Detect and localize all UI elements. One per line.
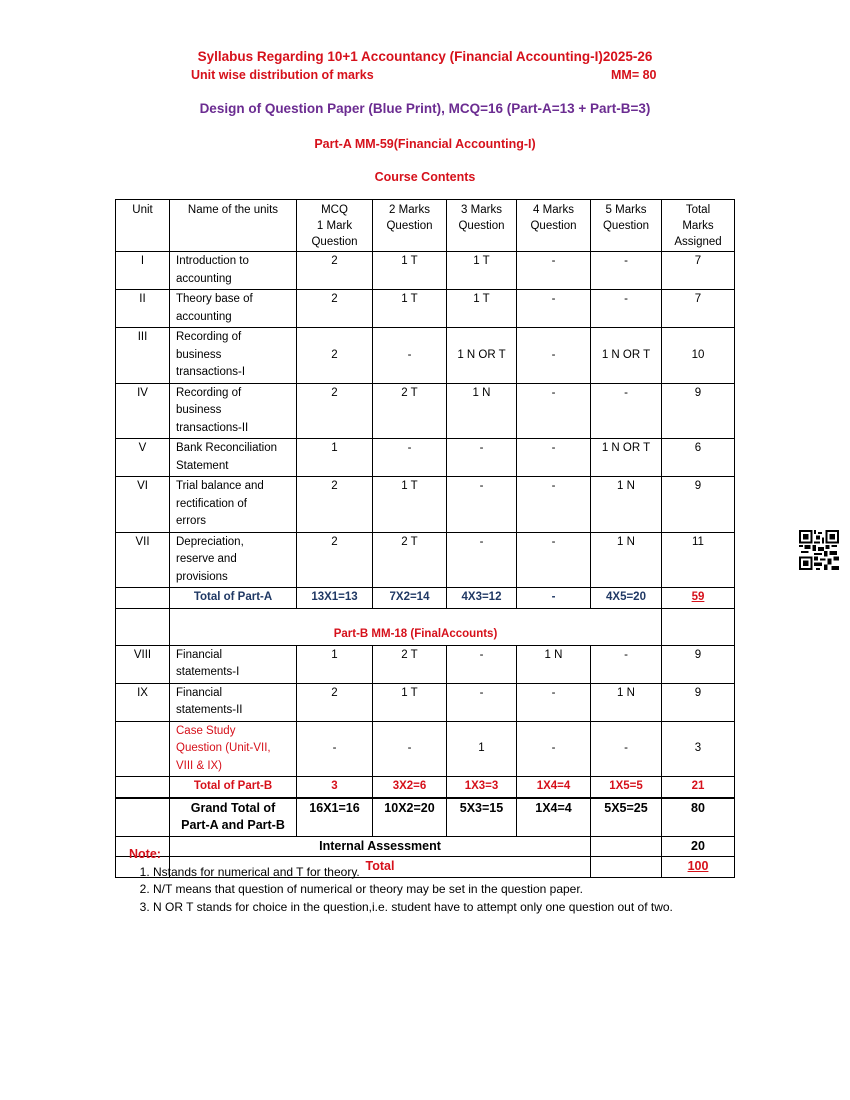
part-b-total-row: [116, 777, 735, 798]
table-row: [116, 252, 735, 290]
mcq-cell: 2: [297, 290, 373, 328]
two-mark-cell: -: [373, 328, 447, 384]
empty-cell: [116, 798, 170, 837]
part-a-total-marks: 59: [662, 588, 735, 609]
mcq-cell: 2: [297, 328, 373, 384]
five-mark-cell: 1X5=5: [591, 777, 662, 798]
two-mark-cell: 2 T: [373, 532, 447, 588]
unit-name: Bank Reconciliation Statement: [170, 439, 297, 477]
document-title: Syllabus Regarding 10+1 Accountancy (Financial Accounting-I)2025-26: [197, 49, 653, 64]
total-cell: 6: [662, 439, 735, 477]
notes-section: [129, 846, 673, 916]
unit-name: Recording of business transactions-I: [170, 328, 297, 384]
unit-name: Introduction to accounting: [170, 252, 297, 290]
empty-cell: [116, 608, 170, 645]
case-study-name: Case Study Question (Unit-VII, VIII & IX): [170, 721, 297, 777]
two-mark-cell: -: [373, 439, 447, 477]
unit-name: Depreciation, reserve and provisions: [170, 532, 297, 588]
two-mark-cell: 1 T: [373, 252, 447, 290]
four-mark-cell: 1 N: [517, 645, 591, 683]
unit-cell: I: [116, 252, 170, 290]
four-mark-cell: -: [517, 290, 591, 328]
five-mark-cell: -: [591, 383, 662, 439]
total-cell: 9: [662, 645, 735, 683]
five-mark-cell: 5X5=25: [591, 798, 662, 837]
mcq-cell: 2: [297, 532, 373, 588]
three-mark-cell: 1 T: [447, 252, 517, 290]
header-4-marks: 4 Marks Question: [517, 200, 591, 252]
max-marks: MM= 80: [611, 68, 657, 82]
five-mark-cell: 1 N OR T: [591, 439, 662, 477]
mcq-cell: -: [297, 721, 373, 777]
header-total: Total Marks Assigned: [662, 200, 735, 252]
mcq-cell: 13X1=13: [297, 588, 373, 609]
empty-cell: [116, 777, 170, 798]
two-mark-cell: 10X2=20: [373, 798, 447, 837]
mcq-cell: 2: [297, 477, 373, 533]
unit-cell: VIII: [116, 645, 170, 683]
header-5-marks: 5 Marks Question: [591, 200, 662, 252]
unit-cell: III: [116, 328, 170, 384]
header-mcq: MCQ 1 Mark Question: [297, 200, 373, 252]
header-3-marks: 3 Marks Question: [447, 200, 517, 252]
unit-cell: IX: [116, 683, 170, 721]
mcq-cell: 2: [297, 383, 373, 439]
final-total-label: Total: [170, 857, 591, 878]
blueprint-heading: Design of Question Paper (Blue Print), MCQ=16 (Part-A=13 + Part-B=3): [199, 101, 651, 116]
part-b-total-marks: 21: [662, 777, 735, 798]
mcq-cell: 3: [297, 777, 373, 798]
four-mark-cell: -: [517, 721, 591, 777]
header-2-marks: 2 Marks Question: [373, 200, 447, 252]
grand-total-row: [116, 798, 735, 837]
mcq-cell: 16X1=16: [297, 798, 373, 837]
internal-assessment-label: Internal Assessment: [170, 836, 591, 857]
total-cell: 3: [662, 721, 735, 777]
grand-total-label: Grand Total of Part-A and Part-B: [170, 798, 297, 837]
unit-name: Financial statements-II: [170, 683, 297, 721]
grand-total-marks: 80: [662, 798, 735, 837]
part-b-total-label: Total of Part-B: [170, 777, 297, 798]
total-cell: 9: [662, 477, 735, 533]
mcq-cell: 1: [297, 439, 373, 477]
table-header-row: [116, 200, 735, 252]
mcq-cell: 2: [297, 683, 373, 721]
table-row: [116, 328, 735, 384]
total-cell: 10: [662, 328, 735, 384]
internal-assessment-marks: 20: [662, 836, 735, 857]
four-mark-cell: -: [517, 477, 591, 533]
unit-name: Trial balance and rectification of errors: [170, 477, 297, 533]
three-mark-cell: 5X3=15: [447, 798, 517, 837]
two-mark-cell: 1 T: [373, 683, 447, 721]
five-mark-cell: 1 N: [591, 477, 662, 533]
four-mark-cell: -: [517, 588, 591, 609]
unit-name: Financial statements-I: [170, 645, 297, 683]
unit-name: Recording of business transactions-II: [170, 383, 297, 439]
four-mark-cell: -: [517, 252, 591, 290]
three-mark-cell: 1: [447, 721, 517, 777]
four-mark-cell: -: [517, 383, 591, 439]
document-subtitle: Unit wise distribution of marks: [191, 68, 374, 82]
total-cell: 7: [662, 290, 735, 328]
table-row: [116, 532, 735, 588]
unit-cell: IV: [116, 383, 170, 439]
three-mark-cell: -: [447, 683, 517, 721]
two-mark-cell: 2 T: [373, 645, 447, 683]
four-mark-cell: 1X4=4: [517, 777, 591, 798]
table-row: [116, 439, 735, 477]
two-mark-cell: 1 T: [373, 290, 447, 328]
notes-list: [129, 864, 673, 917]
three-mark-cell: 1 N: [447, 383, 517, 439]
five-mark-cell: -: [591, 290, 662, 328]
table-row: [116, 683, 735, 721]
part-b-heading: Part-B MM-18 (FinalAccounts): [170, 608, 662, 645]
three-mark-cell: -: [447, 645, 517, 683]
three-mark-cell: 1X3=3: [447, 777, 517, 798]
notes-heading: Note:: [129, 847, 161, 861]
two-mark-cell: 1 T: [373, 477, 447, 533]
note-item: 1. Nstands for numerical and T for theory.: [153, 864, 673, 882]
part-a-total-label: Total of Part-A: [170, 588, 297, 609]
marks-distribution-table: [115, 199, 735, 878]
three-mark-cell: 1 N OR T: [447, 328, 517, 384]
table-row: [116, 645, 735, 683]
unit-cell: VI: [116, 477, 170, 533]
five-mark-cell: 1 N: [591, 683, 662, 721]
unit-cell: V: [116, 439, 170, 477]
course-contents-heading: Course Contents: [374, 170, 476, 184]
mcq-cell: 2: [297, 252, 373, 290]
five-mark-cell: 1 N OR T: [591, 328, 662, 384]
three-mark-cell: 4X3=12: [447, 588, 517, 609]
table-row: [116, 383, 735, 439]
three-mark-cell: -: [447, 532, 517, 588]
header-name: Name of the units: [170, 200, 297, 252]
three-mark-cell: 1 T: [447, 290, 517, 328]
unit-cell: II: [116, 290, 170, 328]
total-cell: 11: [662, 532, 735, 588]
empty-cell: [116, 721, 170, 777]
five-mark-cell: -: [591, 721, 662, 777]
four-mark-cell: 1X4=4: [517, 798, 591, 837]
total-cell: 9: [662, 383, 735, 439]
two-mark-cell: -: [373, 721, 447, 777]
header-unit: Unit: [116, 200, 170, 252]
part-b-heading-row: [116, 608, 735, 645]
empty-cell: [662, 608, 735, 645]
five-mark-cell: -: [591, 252, 662, 290]
part-a-total-row: [116, 588, 735, 609]
unit-cell: VII: [116, 532, 170, 588]
table-row: [116, 477, 735, 533]
two-mark-cell: 7X2=14: [373, 588, 447, 609]
qr-code-icon: [799, 530, 839, 570]
five-mark-cell: 1 N: [591, 532, 662, 588]
five-mark-cell: -: [591, 645, 662, 683]
unit-name: Theory base of accounting: [170, 290, 297, 328]
total-cell: 7: [662, 252, 735, 290]
three-mark-cell: -: [447, 439, 517, 477]
four-mark-cell: -: [517, 532, 591, 588]
three-mark-cell: -: [447, 477, 517, 533]
four-mark-cell: -: [517, 439, 591, 477]
part-a-heading: Part-A MM-59(Financial Accounting-I): [314, 137, 536, 151]
two-mark-cell: 2 T: [373, 383, 447, 439]
final-total-marks: 100: [662, 857, 735, 878]
mcq-cell: 1: [297, 645, 373, 683]
four-mark-cell: -: [517, 328, 591, 384]
five-mark-cell: 4X5=20: [591, 588, 662, 609]
two-mark-cell: 3X2=6: [373, 777, 447, 798]
note-item: 2. N/T means that question of numerical or theory may be set in the question paper.: [153, 881, 673, 899]
empty-cell: [116, 588, 170, 609]
four-mark-cell: -: [517, 683, 591, 721]
note-item: 3. N OR T stands for choice in the question,i.e. student have to attempt only one question out of two.: [153, 899, 673, 917]
case-study-row: [116, 721, 735, 777]
total-cell: 9: [662, 683, 735, 721]
table-row: [116, 290, 735, 328]
